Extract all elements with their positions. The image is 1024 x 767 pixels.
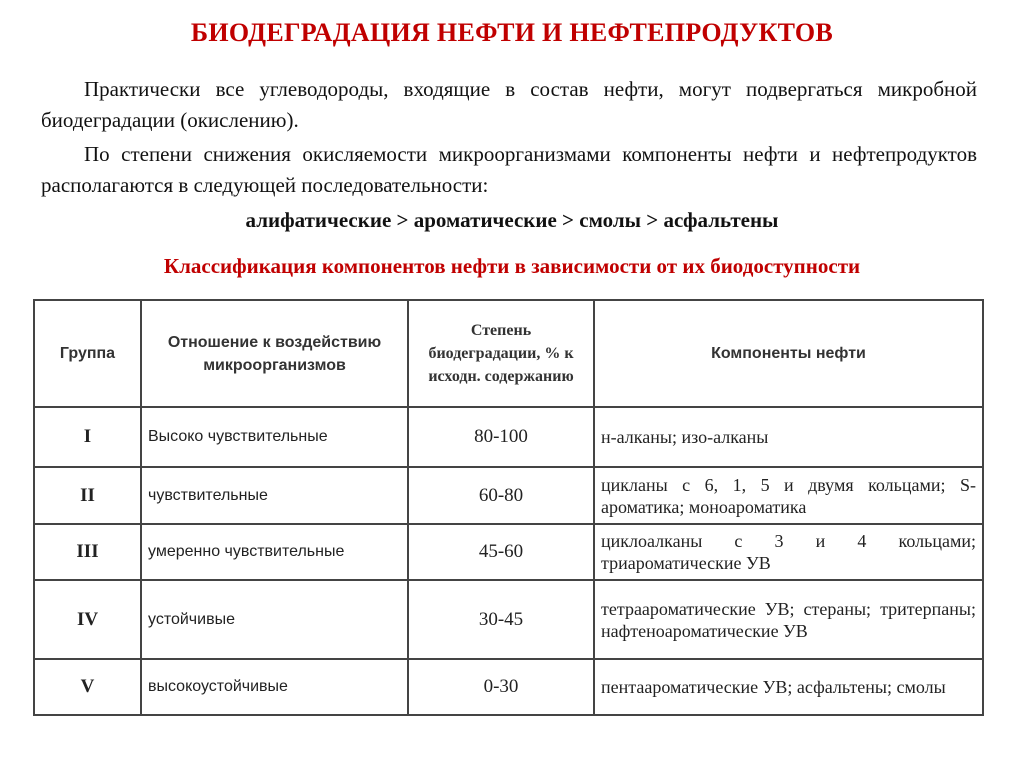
table-header-row xyxy=(34,300,983,407)
attitude-cell: устойчивые xyxy=(141,580,408,659)
paragraph-text: По степени снижения окисляемости микроорганизмами компоненты нефти и нефтепродуктов располагаются в следующей последовательности: xyxy=(41,142,977,197)
group-cell: V xyxy=(34,659,141,715)
table-title: Классификация компонентов нефти в зависимости от их биодоступности xyxy=(163,254,861,278)
table-row xyxy=(34,467,983,524)
oxidation-sequence: алифатические > ароматические > смолы > асфальтены xyxy=(245,208,779,232)
components-cell: тетраароматические УВ; стераны; тритерпаны; нафтеноароматические УВ xyxy=(594,580,983,659)
components-cell: н-алканы; изо-алканы xyxy=(594,407,983,467)
page-title: БИОДЕГРАДАЦИЯ НЕФТИ И НЕФТЕПРОДУКТОВ xyxy=(190,18,834,47)
header-degree: Степень биодеградации, % к исходн. содержанию xyxy=(408,300,594,407)
header-attitude: Отношение к воздействию микроорганизмов xyxy=(141,300,408,407)
group-cell: IV xyxy=(34,580,141,659)
attitude-cell: Высоко чувствительные xyxy=(141,407,408,467)
table-row xyxy=(34,580,983,659)
table-row xyxy=(34,524,983,580)
header-group: Группа xyxy=(34,300,141,407)
attitude-cell: чувствительные xyxy=(141,467,408,524)
degree-cell: 45-60 xyxy=(408,524,594,580)
classification-table xyxy=(33,299,984,716)
degree-cell: 60-80 xyxy=(408,467,594,524)
components-cell: циклоалканы с 3 и 4 кольцами; триароматические УВ xyxy=(594,524,983,580)
attitude-cell: умеренно чувствительные xyxy=(141,524,408,580)
group-cell: I xyxy=(34,407,141,467)
table-row xyxy=(34,659,983,715)
components-cell: цикланы с 6, 1, 5 и двумя кольцами; S-ароматика; моноароматика xyxy=(594,467,983,524)
header-components: Компоненты нефти xyxy=(594,300,983,407)
intro-paragraph xyxy=(41,74,977,136)
components-cell: пентаароматические УВ; асфальтены; смолы xyxy=(594,659,983,715)
group-cell: II xyxy=(34,467,141,524)
paragraph-text: Практически все углеводороды, входящие в состав нефти, могут подвергаться микробной биодеградации (окислению). xyxy=(41,77,977,132)
degree-cell: 0-30 xyxy=(408,659,594,715)
degree-cell: 30-45 xyxy=(408,580,594,659)
sequence-paragraph xyxy=(41,139,977,201)
degree-cell: 80-100 xyxy=(408,407,594,467)
attitude-cell: высокоустойчивые xyxy=(141,659,408,715)
group-cell: III xyxy=(34,524,141,580)
table-row xyxy=(34,407,983,467)
